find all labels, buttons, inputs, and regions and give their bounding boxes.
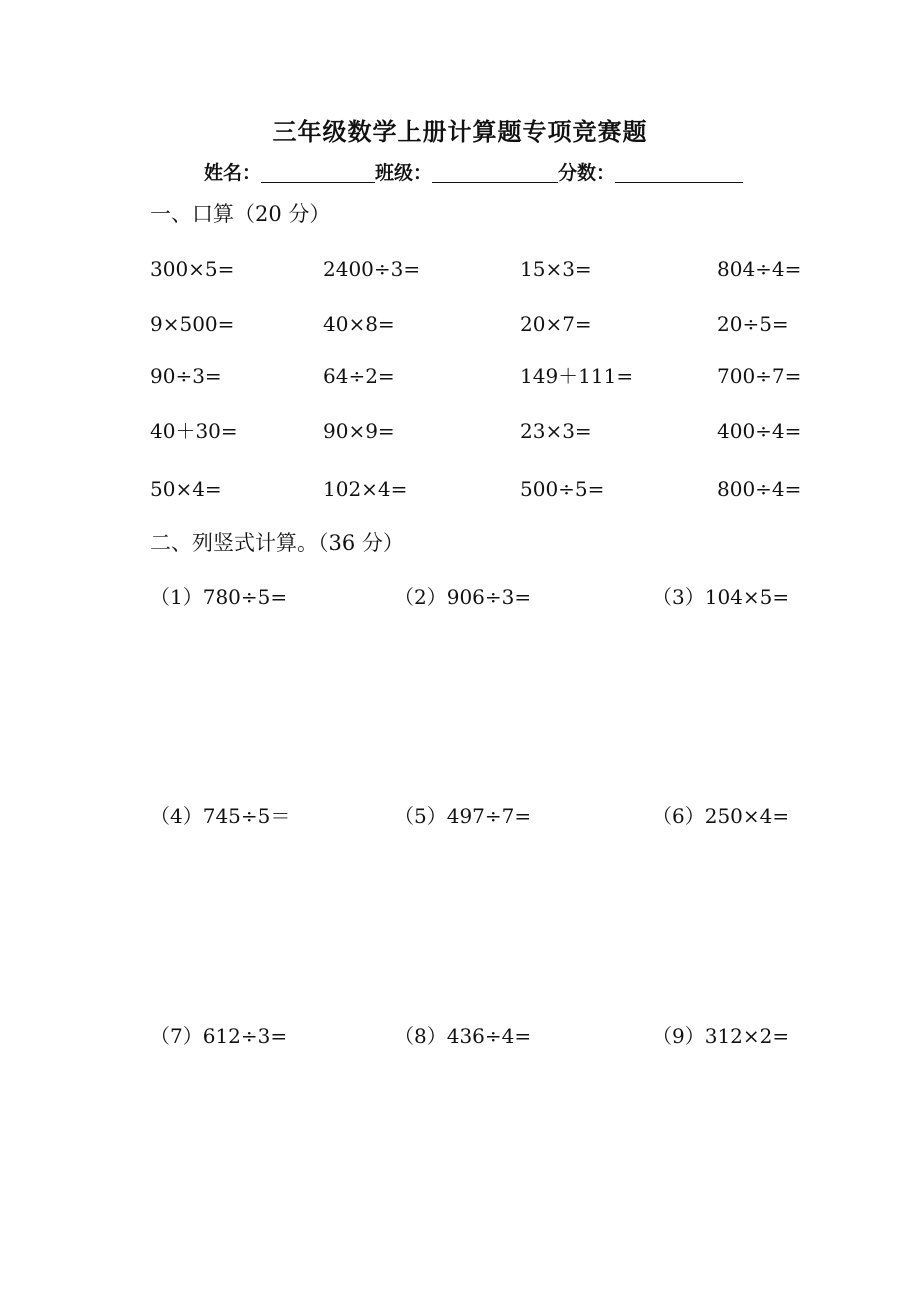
vertical-calc-row <box>150 582 830 612</box>
problem: 804÷4= <box>717 257 802 281</box>
mental-math-row <box>150 416 830 446</box>
problem: 102×4= <box>323 477 408 501</box>
problem: 2400÷3= <box>323 257 421 281</box>
problem: （6）250×4= <box>652 804 790 828</box>
problem: 23×3= <box>520 419 592 443</box>
problem: （3）104×5= <box>652 585 790 609</box>
vertical-calc-row <box>150 1021 830 1051</box>
problem: 9×500= <box>150 312 235 336</box>
problem: 90÷3= <box>150 364 222 388</box>
problem: （2）906÷3= <box>394 585 532 609</box>
problem: 20÷5= <box>717 312 789 336</box>
mental-math-row <box>150 254 830 284</box>
problem: （5）497÷7= <box>394 804 532 828</box>
problem: （4）745÷5＝ <box>150 804 291 828</box>
name-label: 姓名： <box>204 162 262 184</box>
page-title: 三年级数学上册计算题专项竞赛题 <box>272 118 648 146</box>
mental-math-row <box>150 361 830 391</box>
problem: 300×5= <box>150 257 235 281</box>
problem: 20×7= <box>520 312 592 336</box>
problem: （8）436÷4= <box>394 1024 532 1048</box>
student-info-line <box>204 156 743 186</box>
problem: 40×8= <box>323 312 395 336</box>
problem: 40＋30= <box>150 419 238 443</box>
problem: （7）612÷3= <box>150 1024 288 1048</box>
problem: 50×4= <box>150 477 222 501</box>
problem: （1）780÷5= <box>150 585 288 609</box>
mental-math-row <box>150 309 830 339</box>
problem: 700÷7= <box>717 364 802 388</box>
problem: （9）312×2= <box>652 1024 790 1048</box>
problem: 500÷5= <box>520 477 605 501</box>
mental-math-row <box>150 474 830 504</box>
problem: 149＋111= <box>520 364 634 388</box>
problem: 400÷4= <box>717 419 802 443</box>
problem: 64÷2= <box>323 364 395 388</box>
problem: 800÷4= <box>717 477 802 501</box>
problem: 15×3= <box>520 257 592 281</box>
score-blank[interactable] <box>615 158 743 183</box>
section-heading-vertical-calc: 二、列竖式计算。（36 分） <box>150 531 404 555</box>
problem: 90×9= <box>323 419 395 443</box>
class-label: 班级： <box>375 162 433 184</box>
name-blank[interactable] <box>261 158 375 183</box>
class-blank[interactable] <box>432 158 558 183</box>
score-label: 分数： <box>558 162 616 184</box>
vertical-calc-row <box>150 801 830 831</box>
section-heading-mental-math: 一、口算（20 分） <box>150 202 331 226</box>
